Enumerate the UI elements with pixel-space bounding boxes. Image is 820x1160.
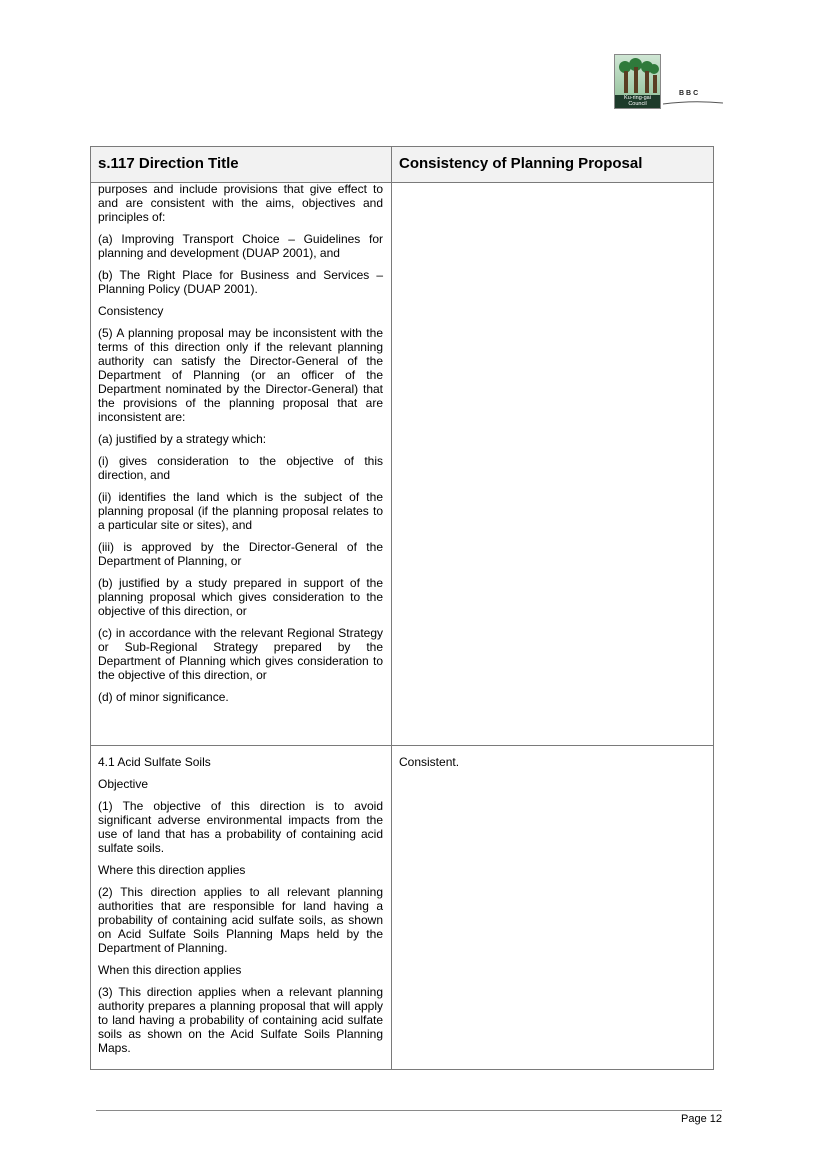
- paragraph: Objective: [98, 777, 149, 791]
- table-header-row: [91, 147, 713, 183]
- paragraph: purposes and include provisions that give effect to and are consistent with the aims, objectives and principles of:: [98, 182, 383, 224]
- bbc-logo-text: BBC: [679, 90, 701, 97]
- paragraph: (a) justified by a strategy which:: [98, 432, 267, 446]
- logo-tree-trunk: [645, 71, 649, 93]
- paragraph: (1) The objective of this direction is to avoid significant adverse environmental impacts from the use of land that has a probability of containing acid sulfate soils.: [98, 799, 383, 855]
- row1-direction-cell: [98, 182, 383, 712]
- paragraph: (2) This direction applies to all relevant planning authorities that are responsible for land having a probability of containing acid sulfate soils, as shown on Acid Sulfate Soils Planning Maps held by the Department of Planning.: [98, 885, 383, 955]
- paragraph: (ii) identifies the land which is the subject of the planning proposal (if the planning proposal relates to a particular site or sites), and: [98, 490, 383, 532]
- row2-direction-cell: [98, 755, 383, 1063]
- bbc-logo: [663, 88, 725, 116]
- logo-tree-trunk: [634, 67, 638, 93]
- consistency-status: Consistent.: [399, 755, 460, 769]
- paragraph: (i) gives consideration to the objective of this direction, and: [98, 454, 383, 482]
- logo-tree-trunk: [624, 71, 628, 93]
- paragraph: (5) A planning proposal may be inconsistent with the terms of this direction only if the relevant planning authority can satisfy the Director-General of the Department of Planning (or an officer of the Department nominated by the Director-General) that the provisions of the planning proposal that are inconsistent are:: [98, 326, 383, 424]
- footer-rule: [96, 1110, 722, 1111]
- paragraph: (iii) is approved by the Director-General of the Department of Planning, or: [98, 540, 383, 568]
- header-consistency: Consistency of Planning Proposal: [399, 155, 643, 172]
- header-direction-title: s.117 Direction Title: [98, 155, 239, 172]
- paragraph: (c) in accordance with the relevant Regional Strategy or Sub-Regional Strategy prepared by the Department of Planning which gives consideration to the objective of this direction, or: [98, 626, 383, 682]
- paragraph: (b) The Right Place for Business and Services – Planning Policy (DUAP 2001).: [98, 268, 383, 296]
- column-divider: [391, 147, 392, 1069]
- paragraph: Consistency: [98, 304, 164, 318]
- paragraph: 4.1 Acid Sulfate Soils: [98, 755, 211, 769]
- paragraph: (a) Improving Transport Choice – Guidelines for planning and development (DUAP 2001), and: [98, 232, 383, 260]
- council-logo-text: Ku-ring-gai Council: [624, 95, 651, 107]
- paragraph: (d) of minor significance.: [98, 690, 229, 704]
- logo-tree-canopy: [649, 64, 659, 74]
- paragraph: When this direction applies: [98, 963, 242, 977]
- paragraph: (3) This direction applies when a relevant planning authority prepares a planning proposal that will apply to land having a probability of containing acid sulfate soils as shown on the Acid Sulfate Soils Planning Maps.: [98, 985, 383, 1055]
- paragraph: Where this direction applies: [98, 863, 246, 877]
- logo-tree-trunk: [653, 75, 657, 93]
- s117-direction-table: [90, 146, 714, 1070]
- council-logo: [614, 54, 661, 109]
- row-divider: [91, 745, 713, 746]
- page-number: Page 12: [681, 1113, 722, 1125]
- bbc-logo-swoosh: [663, 100, 723, 106]
- paragraph: (b) justified by a study prepared in support of the planning proposal which gives consideration to the objective of this direction, or: [98, 576, 383, 618]
- row2-consistency-cell: [399, 755, 699, 777]
